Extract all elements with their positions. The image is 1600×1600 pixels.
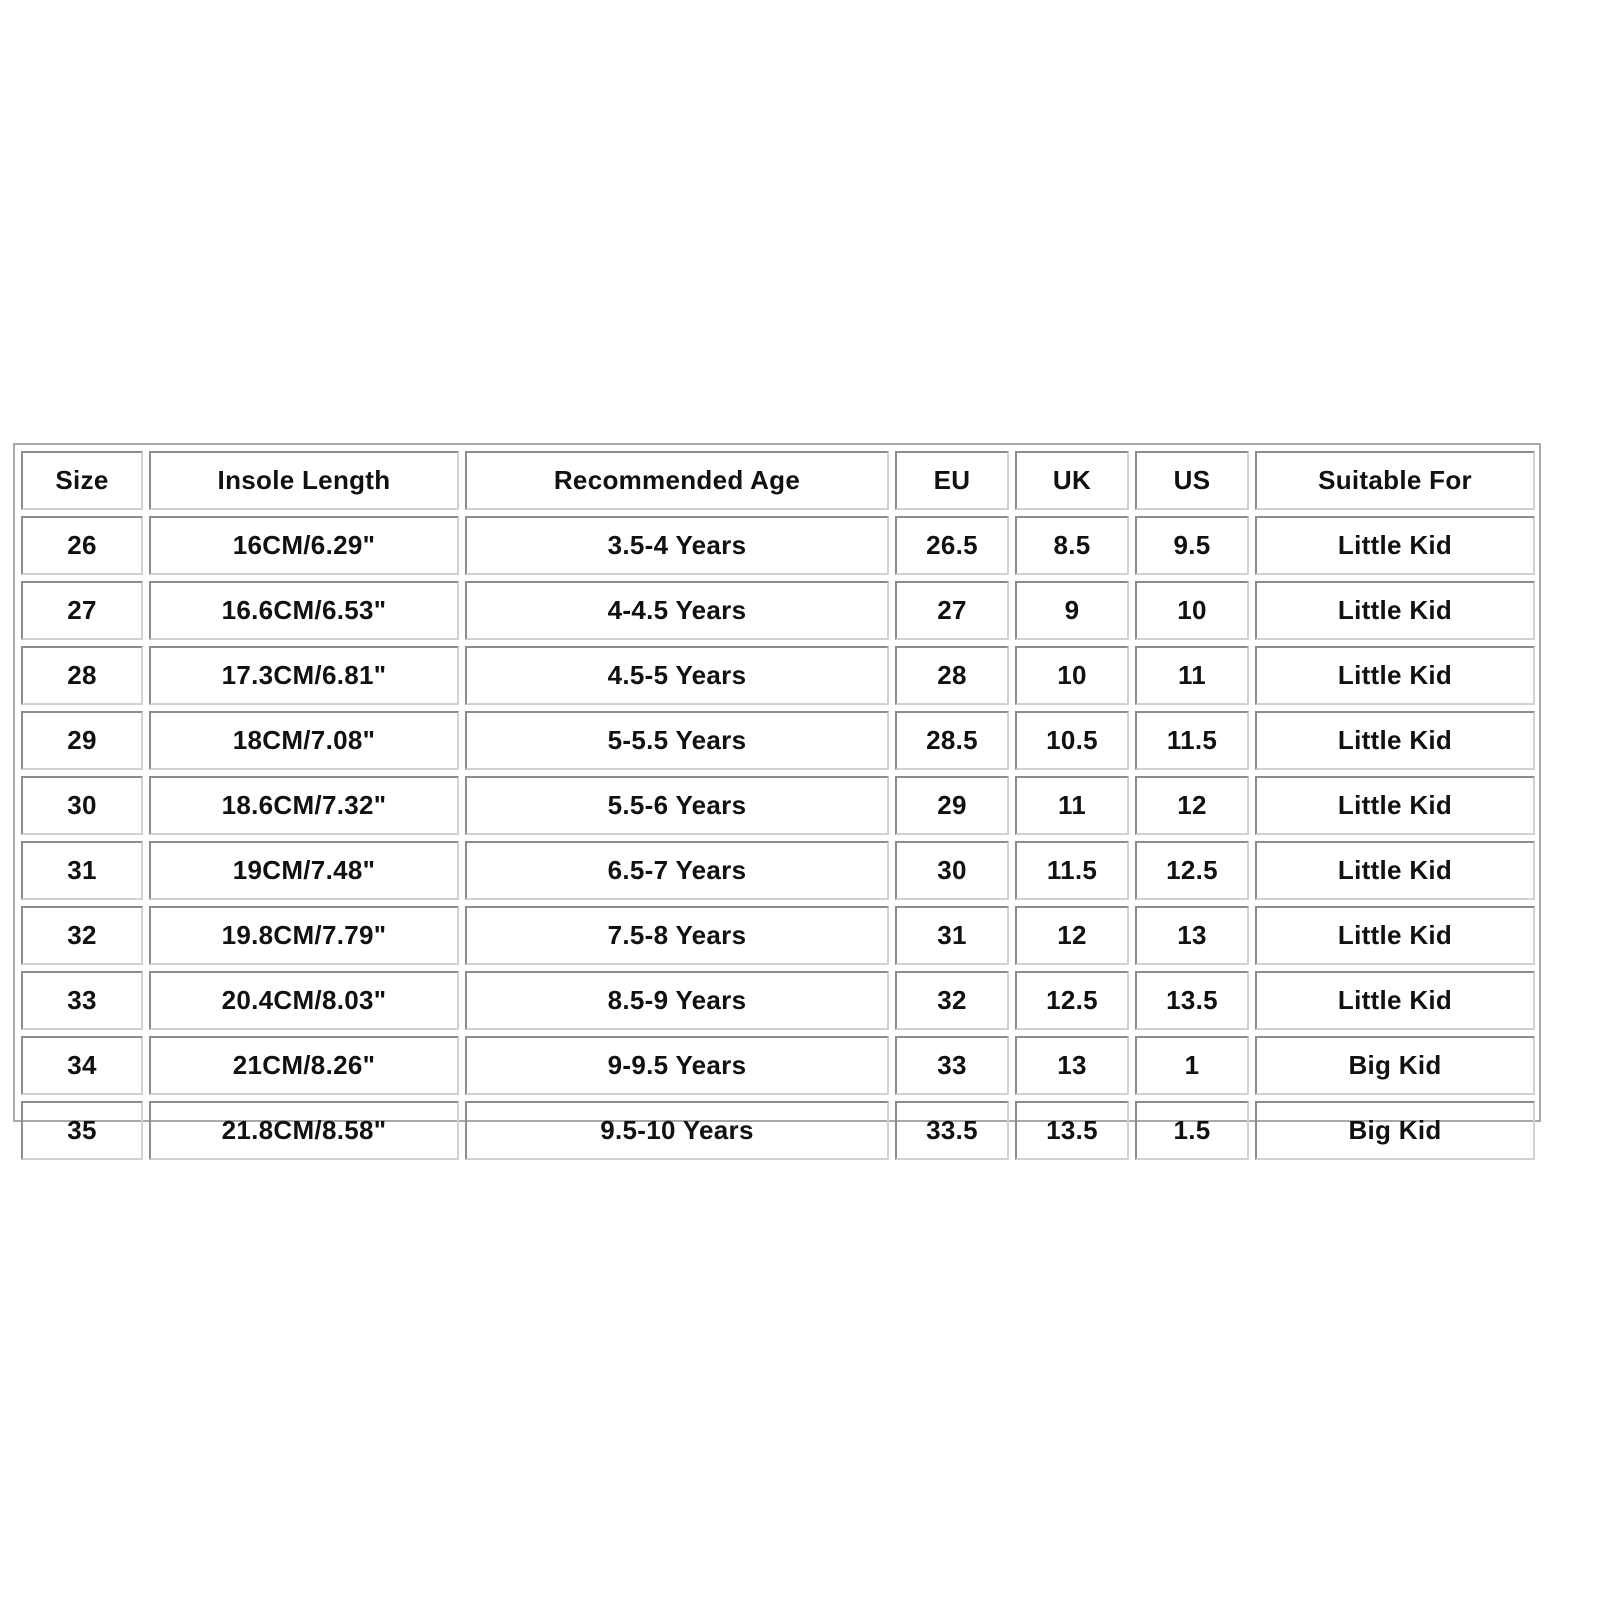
cell-uk: 8.5 — [1015, 516, 1129, 575]
cell-insole-length: 16CM/6.29" — [149, 516, 459, 575]
cell-uk: 13.5 — [1015, 1101, 1129, 1160]
header-eu: EU — [895, 451, 1009, 510]
cell-recommended-age: 6.5-7 Years — [465, 841, 889, 900]
cell-us: 12.5 — [1135, 841, 1249, 900]
cell-eu: 29 — [895, 776, 1009, 835]
header-size: Size — [21, 451, 143, 510]
header-uk: UK — [1015, 451, 1129, 510]
cell-eu: 26.5 — [895, 516, 1009, 575]
cell-us: 13 — [1135, 906, 1249, 965]
cell-insole-length: 18.6CM/7.32" — [149, 776, 459, 835]
cell-uk: 9 — [1015, 581, 1129, 640]
table-row — [21, 1036, 1535, 1095]
table-row — [21, 516, 1535, 575]
cell-size: 27 — [21, 581, 143, 640]
cell-eu: 33.5 — [895, 1101, 1009, 1160]
table-row — [21, 906, 1535, 965]
cell-suitable-for: Little Kid — [1255, 841, 1535, 900]
cell-recommended-age: 3.5-4 Years — [465, 516, 889, 575]
cell-insole-length: 17.3CM/6.81" — [149, 646, 459, 705]
cell-suitable-for: Little Kid — [1255, 971, 1535, 1030]
cell-recommended-age: 5.5-6 Years — [465, 776, 889, 835]
cell-us: 11.5 — [1135, 711, 1249, 770]
cell-uk: 10 — [1015, 646, 1129, 705]
size-chart — [13, 443, 1541, 1145]
cell-size: 33 — [21, 971, 143, 1030]
cell-recommended-age: 7.5-8 Years — [465, 906, 889, 965]
table-row — [21, 971, 1535, 1030]
cell-insole-length: 20.4CM/8.03" — [149, 971, 459, 1030]
cell-suitable-for: Little Kid — [1255, 581, 1535, 640]
cell-recommended-age: 9.5-10 Years — [465, 1101, 889, 1160]
cell-us: 11 — [1135, 646, 1249, 705]
cell-size: 35 — [21, 1101, 143, 1160]
cell-uk: 12 — [1015, 906, 1129, 965]
cell-suitable-for: Big Kid — [1255, 1101, 1535, 1160]
cell-size: 30 — [21, 776, 143, 835]
header-insole-length: Insole Length — [149, 451, 459, 510]
cell-insole-length: 19.8CM/7.79" — [149, 906, 459, 965]
cell-eu: 32 — [895, 971, 1009, 1030]
table-row — [21, 1101, 1535, 1160]
cell-uk: 10.5 — [1015, 711, 1129, 770]
cell-uk: 11 — [1015, 776, 1129, 835]
header-suitable-for: Suitable For — [1255, 451, 1535, 510]
cell-us: 1.5 — [1135, 1101, 1249, 1160]
table-row — [21, 646, 1535, 705]
cell-eu: 28 — [895, 646, 1009, 705]
cell-insole-length: 19CM/7.48" — [149, 841, 459, 900]
table-row — [21, 776, 1535, 835]
cell-size: 31 — [21, 841, 143, 900]
cell-insole-length: 16.6CM/6.53" — [149, 581, 459, 640]
cell-insole-length: 18CM/7.08" — [149, 711, 459, 770]
cell-eu: 33 — [895, 1036, 1009, 1095]
cell-suitable-for: Little Kid — [1255, 906, 1535, 965]
cell-eu: 31 — [895, 906, 1009, 965]
header-recommended-age: Recommended Age — [465, 451, 889, 510]
table-row — [21, 581, 1535, 640]
cell-recommended-age: 9-9.5 Years — [465, 1036, 889, 1095]
cell-suitable-for: Little Kid — [1255, 646, 1535, 705]
cell-us: 12 — [1135, 776, 1249, 835]
cell-eu: 30 — [895, 841, 1009, 900]
table-row — [21, 841, 1535, 900]
cell-insole-length: 21CM/8.26" — [149, 1036, 459, 1095]
cell-uk: 12.5 — [1015, 971, 1129, 1030]
cell-recommended-age: 4.5-5 Years — [465, 646, 889, 705]
cell-size: 32 — [21, 906, 143, 965]
cell-recommended-age: 5-5.5 Years — [465, 711, 889, 770]
cell-recommended-age: 4-4.5 Years — [465, 581, 889, 640]
cell-us: 10 — [1135, 581, 1249, 640]
cell-eu: 27 — [895, 581, 1009, 640]
header-us: US — [1135, 451, 1249, 510]
size-table — [15, 445, 1541, 1166]
cell-insole-length: 21.8CM/8.58" — [149, 1101, 459, 1160]
header-row — [21, 451, 1535, 510]
cell-us: 9.5 — [1135, 516, 1249, 575]
cell-uk: 11.5 — [1015, 841, 1129, 900]
cell-suitable-for: Big Kid — [1255, 1036, 1535, 1095]
cell-recommended-age: 8.5-9 Years — [465, 971, 889, 1030]
cell-size: 29 — [21, 711, 143, 770]
cell-size: 26 — [21, 516, 143, 575]
cell-eu: 28.5 — [895, 711, 1009, 770]
cell-size: 34 — [21, 1036, 143, 1095]
table-row — [21, 711, 1535, 770]
cell-us: 1 — [1135, 1036, 1249, 1095]
cell-us: 13.5 — [1135, 971, 1249, 1030]
cell-suitable-for: Little Kid — [1255, 711, 1535, 770]
cell-suitable-for: Little Kid — [1255, 776, 1535, 835]
cell-size: 28 — [21, 646, 143, 705]
cell-uk: 13 — [1015, 1036, 1129, 1095]
cell-suitable-for: Little Kid — [1255, 516, 1535, 575]
